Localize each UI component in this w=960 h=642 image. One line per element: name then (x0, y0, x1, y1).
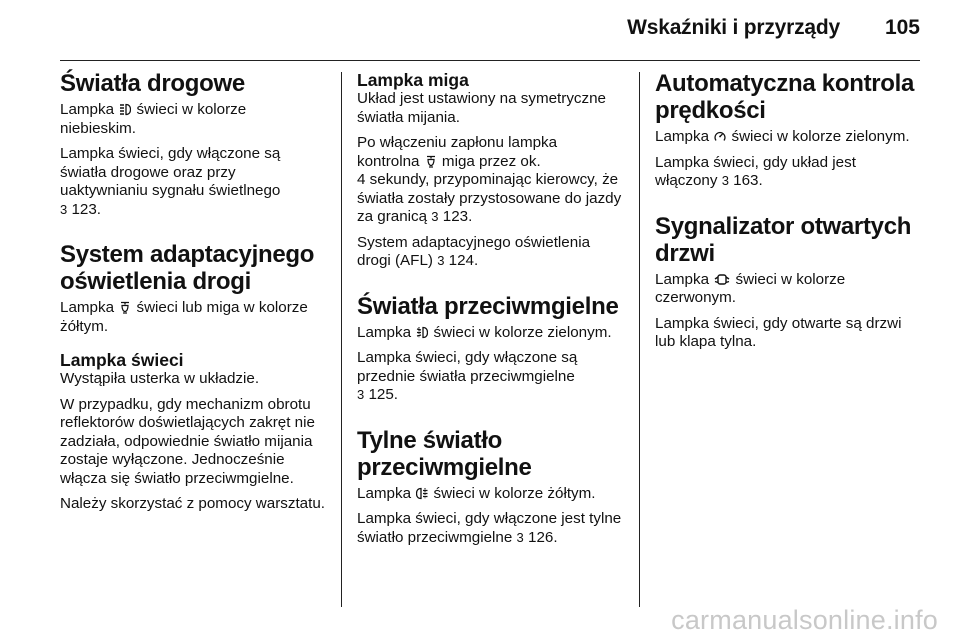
paragraph-afl: Lampka świeci lub miga w kolorze żółtym. (60, 299, 308, 335)
column-divider-2 (639, 72, 640, 607)
ref-arrow: 3 (437, 253, 445, 268)
paragraph-high-beam-desc: Lampka świeci, gdy włączone są światła drogowe oraz przy uaktywnianiu sygnału świetlnego 3 123. (60, 145, 281, 218)
paragraph-rear-fog-desc: Lampka świeci, gdy włączone jest tylne światło przeciwmgielne 3 126. (357, 510, 622, 546)
paragraph-lamp-on-2: W przypadku, gdy mechanizm obrotu reflektorów doświetlających zakręt nie zadziała, odpowiednie światło mijania zostaje wyłączone. Jednocześnie włącza się światło przeciwmgielne. (60, 395, 315, 487)
ref-arrow: 3 (431, 209, 439, 224)
paragraph-door-color: Lampka świeci w kolorze czerwonym. (655, 270, 846, 306)
ref-arrow: 3 (60, 201, 68, 217)
paragraph-cruise-color: Lampka świeci w kolorze zielonym. (655, 128, 910, 145)
column-3 (655, 70, 921, 359)
heading-lamp-flash: Lampka miga (357, 70, 469, 90)
heading-high-beam: Światła drogowe (60, 70, 245, 97)
column-1 (60, 70, 326, 521)
paragraph-lamp-on-1: Wystąpiła usterka w układzie. (60, 370, 260, 387)
paragraph-door-desc: Lampka świeci, gdy otwarte są drzwi lub klapa tylna. (655, 314, 902, 350)
paragraph-high-beam-color: Lampka świeci w kolorze niebieskim. (60, 101, 247, 137)
column-divider-1 (341, 72, 342, 607)
paragraph-flash-1: Układ jest ustawiony na symetryczne światła mijania. (357, 90, 607, 126)
cruise-control-icon (714, 130, 726, 143)
page-reference[interactable]: 125. (368, 386, 399, 403)
heading-door-open: Sygnalizator otwartych drzwi (655, 212, 912, 267)
paragraph-flash-2: Po włączeniu zapłonu lampka kontrolna miga przez ok. 4 sekundy, przypominając kierowcy, że światła zostały przystosowane do jazdy za granicą 3 123. (357, 134, 622, 225)
page-reference[interactable]: 126. (528, 528, 558, 546)
page-reference[interactable]: 163. (733, 172, 763, 189)
door-open-icon (714, 273, 730, 286)
page-number: 105 (884, 16, 920, 39)
watermark: carmanualsonline.info (671, 605, 938, 635)
paragraph-rear-fog-color: Lampka świeci w kolorze żółtym. (357, 484, 596, 502)
heading-rear-fog: Tylne światło przeciwmgielne (357, 426, 532, 481)
paragraph-lamp-on-3: Należy skorzystać z pomocy warsztatu. (60, 495, 326, 512)
rear-fog-icon (416, 487, 428, 500)
paragraph-cruise-desc: Lampka świeci, gdy układ jest włączony 3 163. (655, 153, 856, 189)
page-header-title: Wskaźniki i przyrządy (627, 16, 840, 39)
page-reference[interactable]: 123. (71, 200, 102, 218)
afl-icon (425, 155, 437, 168)
ref-arrow: 3 (357, 387, 365, 402)
heading-lamp-on: Lampka świeci (60, 350, 184, 370)
header-divider (60, 60, 920, 61)
heading-cruise-control: Automatyczna kontrola prędkości (655, 70, 915, 124)
ref-arrow: 3 (721, 173, 729, 188)
high-beam-icon (119, 103, 131, 116)
front-fog-icon (416, 326, 428, 339)
paragraph-front-fog-desc: Lampka świeci, gdy włączone są przednie światła przeciwmgielne 3 125. (357, 349, 578, 403)
heading-front-fog: Światła przeciwmgielne (357, 292, 619, 320)
afl-icon (119, 301, 131, 314)
column-2 (357, 70, 623, 554)
page-reference[interactable]: 124. (448, 252, 479, 269)
heading-afl: System adaptacyjnego oświetlenia drogi (60, 241, 315, 295)
paragraph-front-fog-color: Lampka świeci w kolorze zielonym. (357, 323, 612, 341)
ref-arrow: 3 (516, 529, 524, 545)
page-reference[interactable]: 123. (442, 208, 473, 225)
paragraph-flash-3: System adaptacyjnego oświetlenia drogi (AFL) 3 124. (357, 233, 591, 269)
